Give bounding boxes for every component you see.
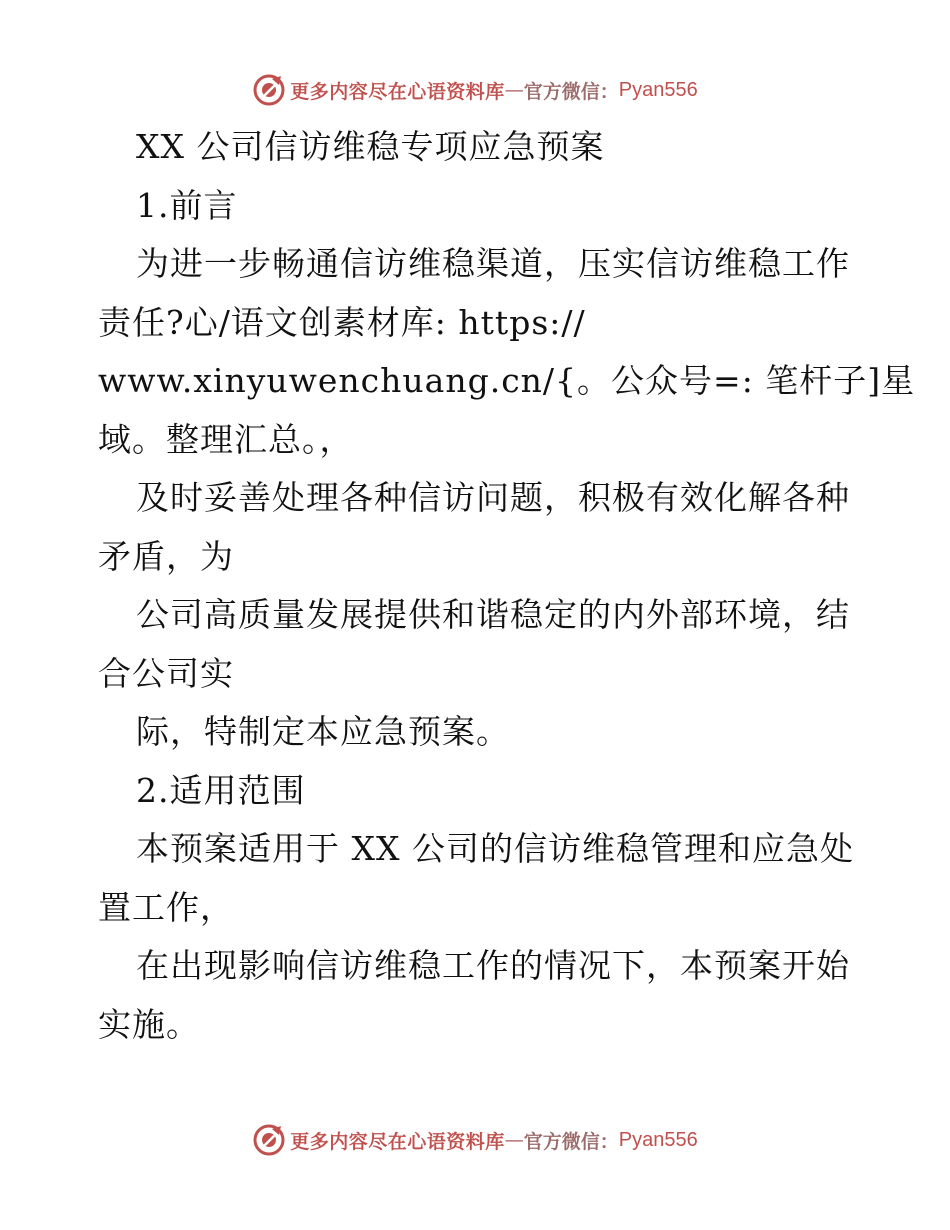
banner-separator: — [504,79,524,101]
paragraph-line: 及时妥善处理各种信访问题，积极有效化解各种 [136,478,850,517]
paragraph-line: 实施。 [98,1004,200,1044]
banner-wechat-label: 官方微信： [523,1130,619,1153]
banner-text: 更多内容尽在心语资料库 [290,1130,505,1153]
paragraph-line: 在出现影响信访维稳工作的情况下，本预案开始 [136,946,850,985]
banner-wechat-id: Pyan556 [618,1128,698,1151]
paragraph-line: 域。整理汇总。， [98,419,354,459]
logo-icon [252,1123,286,1157]
logo-icon [252,73,286,107]
document-title: XX 公司信访维稳专项应急预案 [136,127,605,166]
banner-wechat-label: 官方微信： [523,80,619,103]
footer-banner [0,1120,950,1160]
paragraph-line: 际，特制定本应急预案。 [136,712,510,751]
banner-text: 更多内容尽在心语资料库 [290,80,505,103]
paragraph-line: 为进一步畅通信访维稳渠道，压实信访维稳工作 [136,244,850,283]
document-body [98,118,916,1054]
paragraph-line: www.xinyuwenchuang.cn/{。公众号=: 笔杆子]星 [98,361,916,400]
paragraph-line: 本预案适用于 XX 公司的信访维稳管理和应急处 [136,829,854,868]
paragraph-line: 公司高质量发展提供和谐稳定的内外部环境，结 [136,595,850,634]
banner-wechat-id: Pyan556 [618,78,698,101]
paragraph-line: 矛盾，为 [98,536,234,576]
paragraph-line: 责任?心/语文创素材库: https:// [98,302,586,342]
paragraph-line: 合公司实 [98,653,234,693]
header-banner [0,70,950,110]
section-heading-preface: 1.前言 [136,185,238,225]
banner-separator: — [504,1129,524,1151]
paragraph-line: 置工作， [98,887,234,927]
section-heading-scope: 2.适用范围 [136,770,306,810]
